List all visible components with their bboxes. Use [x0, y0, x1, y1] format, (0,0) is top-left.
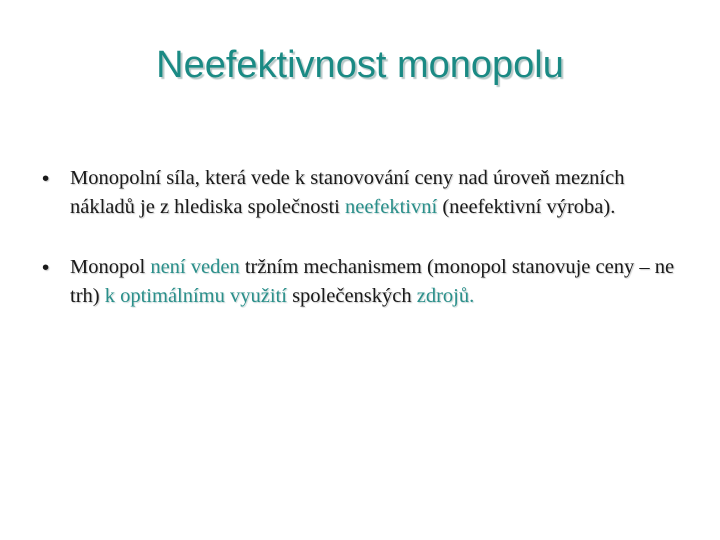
bullet-1-text-part-2: (neefektivní výroba). [437, 196, 616, 218]
bullet-2-text-part-1: Monopol [70, 256, 151, 278]
slide-title: Neefektivnost monopolu [156, 44, 564, 86]
bullet-list [42, 164, 682, 342]
bullet-item-1 [42, 164, 682, 222]
bullet-2-text-part-2: tržním mechanismem (monopol stanovuje ceny – ne trh) [70, 256, 675, 307]
bullet-1-highlight-1: neefektivní [344, 196, 438, 218]
bullet-2-highlight-3: zdrojů. [416, 285, 475, 307]
bullet-2-text-part-3: společenských [286, 285, 417, 307]
bullet-icon: • [42, 167, 50, 190]
bullet-item-2 [42, 253, 682, 311]
bullet-2-highlight-1: není veden [150, 256, 240, 278]
bullet-1-text-part-1: Monopolní síla, která vede k stanovování ceny nad úroveň mezních nákladů je z hlediska společnosti [70, 167, 625, 218]
bullet-icon: • [42, 256, 50, 279]
bullet-2-highlight-2: k optimálnímu využití [104, 285, 287, 307]
